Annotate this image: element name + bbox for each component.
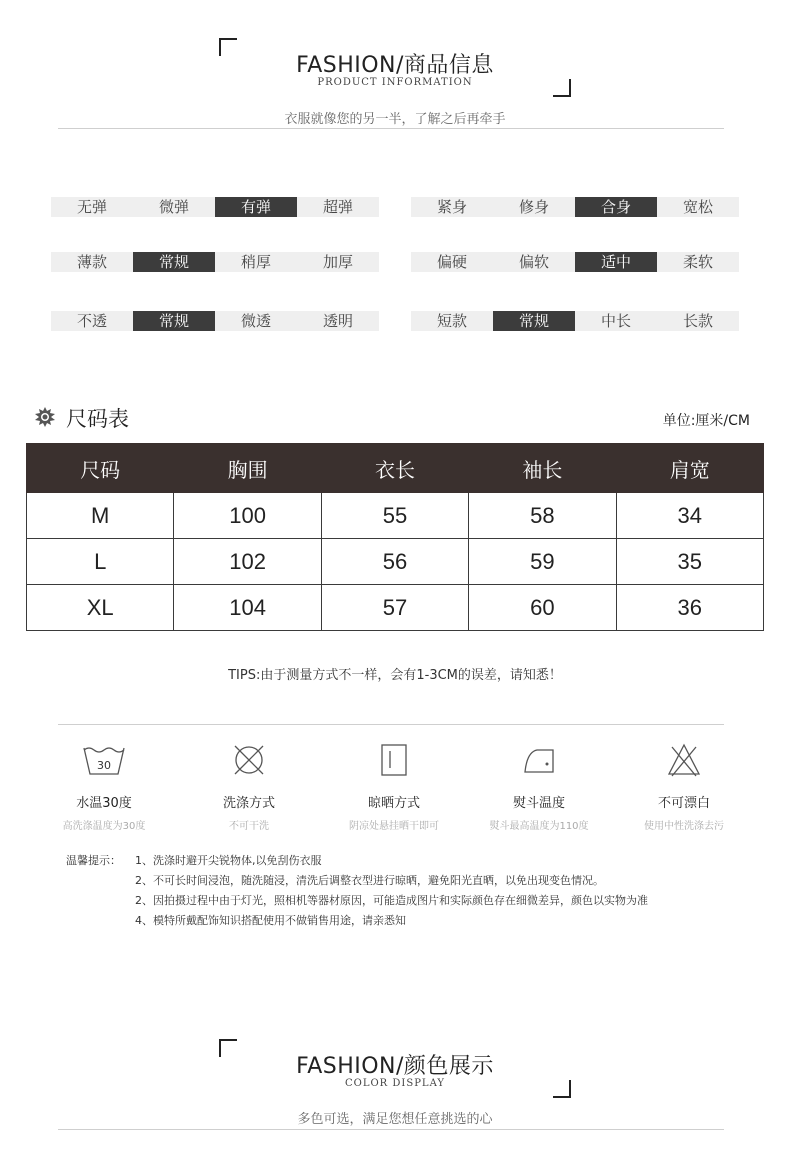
size-table-wrapper <box>26 443 764 631</box>
care-item <box>614 742 754 832</box>
table-cell: 59 <box>469 539 616 585</box>
table-cell: 35 <box>616 539 763 585</box>
table-cell: 36 <box>616 585 763 631</box>
attribute-row-left <box>51 197 379 217</box>
attribute-option-selected: 常规 <box>133 252 215 272</box>
section-caption: 衣服就像您的另一半，了解之后再牵手 <box>284 112 506 127</box>
attribute-option: 柔软 <box>682 253 713 271</box>
care-item <box>34 742 174 832</box>
header-cell: 肩宽 <box>616 444 763 493</box>
attribute-option: 修身 <box>518 198 549 216</box>
attribute-option: 微弹 <box>158 198 189 216</box>
attribute-row-left <box>51 311 379 331</box>
note-line: 2、因拍摄过程中由于灯光，照相机等器材原因，可能造成图片和实际颜色存在细微差异，颜色以实物为准 <box>135 894 648 907</box>
attribute-option: 中长 <box>600 312 631 330</box>
attribute-option-selected: 常规 <box>133 311 215 331</box>
attribute-option: 不透 <box>76 312 107 330</box>
line-dry-icon <box>324 742 464 782</box>
care-item <box>469 742 609 832</box>
table-cell: 57 <box>321 585 468 631</box>
header-cell: 衣长 <box>321 444 468 493</box>
wash-30-icon <box>34 742 174 782</box>
care-sub: 不可干洗 <box>229 821 269 832</box>
gear-icon <box>35 407 55 427</box>
attribute-option: 长款 <box>682 312 713 330</box>
divider <box>58 724 724 725</box>
header-cell: 胸围 <box>174 444 321 493</box>
attribute-row-left <box>51 252 379 272</box>
attribute-option: 偏硬 <box>436 253 467 271</box>
table-cell: XL <box>27 585 174 631</box>
divider <box>58 1129 724 1130</box>
corner-bracket-bottom-right <box>553 1080 571 1098</box>
attribute-row-right <box>411 197 739 217</box>
care-label: 熨斗温度 <box>512 796 565 811</box>
attribute-option: 微透 <box>240 312 271 330</box>
attribute-option-selected: 适中 <box>575 252 657 272</box>
attribute-option: 无弹 <box>76 198 107 216</box>
table-row <box>27 585 764 631</box>
attribute-option-selected: 合身 <box>575 197 657 217</box>
attribute-row-right <box>411 311 739 331</box>
table-cell: 60 <box>469 585 616 631</box>
care-sub: 阴凉处悬挂晒干即可 <box>349 821 439 832</box>
no-dryclean-icon <box>179 742 319 782</box>
care-row <box>34 742 754 832</box>
header-cell: 尺码 <box>27 444 174 493</box>
care-label: 水温30度 <box>76 796 132 811</box>
attribute-option: 透明 <box>322 312 353 330</box>
section-subtitle: COLOR DISPLAY <box>344 1078 445 1089</box>
table-cell: 34 <box>616 493 763 539</box>
care-sub: 熨斗最高温度为110度 <box>489 821 589 832</box>
care-label: 洗涤方式 <box>222 796 275 811</box>
note-line: 1、洗涤时避开尖锐物体,以免刮伤衣服 <box>135 854 322 867</box>
table-cell: 55 <box>321 493 468 539</box>
size-table <box>26 443 764 631</box>
tips-text: TIPS:由于测量方式不一样，会有1-3CM的误差，请知悉！ <box>228 668 562 683</box>
section-subtitle: PRODUCT INFORMATION <box>317 77 473 88</box>
table-row <box>27 493 764 539</box>
attribute-option: 稍厚 <box>240 253 271 271</box>
attribute-option: 超弹 <box>322 198 353 216</box>
size-chart-title: 尺码表 <box>66 407 129 431</box>
attribute-option: 加厚 <box>322 253 353 271</box>
notes-list <box>135 851 648 931</box>
table-cell: 104 <box>174 585 321 631</box>
iron-icon <box>469 742 609 782</box>
note-line: 2、不可长时间浸泡，随洗随浸，清洗后调整衣型进行晾晒，避免阳光直晒，以免出现变色情况。 <box>135 874 604 887</box>
care-label: 不可漂白 <box>657 796 710 811</box>
table-header-row <box>27 444 764 493</box>
table-cell: 100 <box>174 493 321 539</box>
notes-prefix: 温馨提示： <box>66 854 121 867</box>
divider <box>58 128 724 129</box>
table-cell: 58 <box>469 493 616 539</box>
attribute-option: 偏软 <box>518 253 549 271</box>
attribute-option: 短款 <box>436 312 467 330</box>
care-sub: 使用中性洗涤去污 <box>644 821 724 832</box>
table-row <box>27 539 764 585</box>
corner-bracket-bottom-right <box>553 79 571 97</box>
attribute-option: 紧身 <box>436 198 467 216</box>
section-title: FASHION/商品信息 <box>296 53 494 78</box>
attribute-option-selected: 常规 <box>493 311 575 331</box>
care-sub: 高洗涤温度为30度 <box>62 821 146 832</box>
attribute-option: 薄款 <box>76 253 107 271</box>
table-cell: 56 <box>321 539 468 585</box>
unit-label: 单位:厘米/CM <box>662 413 750 429</box>
care-label: 晾晒方式 <box>367 796 420 811</box>
section-caption: 多色可选，满足您想任意挑选的心 <box>297 1112 493 1127</box>
attribute-row-right <box>411 252 739 272</box>
attribute-option-selected: 有弹 <box>215 197 297 217</box>
header-cell: 袖长 <box>469 444 616 493</box>
table-cell: 102 <box>174 539 321 585</box>
table-cell: L <box>27 539 174 585</box>
care-item <box>179 742 319 832</box>
no-bleach-icon <box>614 742 754 782</box>
section-title: FASHION/颜色展示 <box>296 1054 494 1079</box>
attribute-option: 宽松 <box>682 198 713 216</box>
table-cell: M <box>27 493 174 539</box>
care-item <box>324 742 464 832</box>
note-line: 4、模特所戴配饰知识搭配使用不做销售用途，请亲悉知 <box>135 914 406 927</box>
svg-text:30: 30 <box>97 759 111 772</box>
